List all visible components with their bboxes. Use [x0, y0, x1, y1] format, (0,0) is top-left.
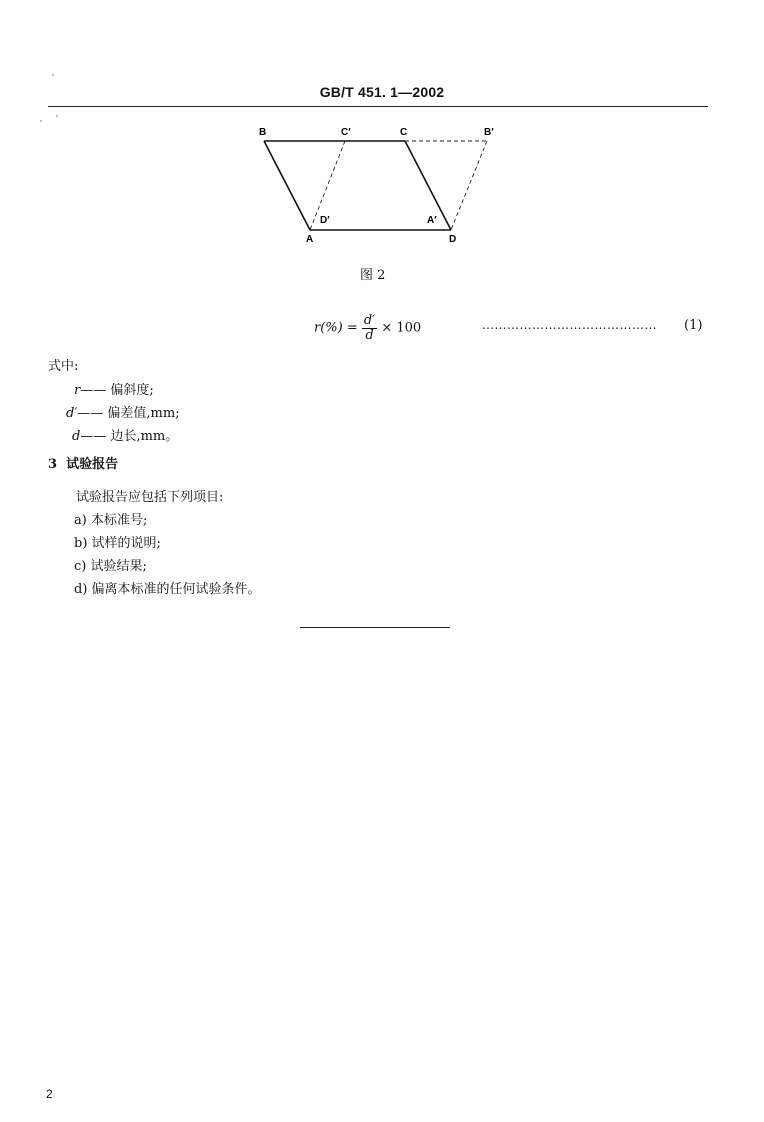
equation-number: (1): [684, 318, 703, 333]
label-c-prime: C′: [341, 127, 351, 138]
formula: [314, 314, 421, 342]
variable-desc: —— 边长,mm。: [80, 429, 179, 444]
variable-desc: —— 偏差值,mm;: [77, 406, 180, 421]
figure-caption: 图 2: [360, 268, 386, 283]
parallelogram-figure: [250, 120, 510, 260]
dashed-b-prime-d: [451, 141, 487, 230]
label-d: D: [449, 234, 457, 245]
list-item: b) 试样的说明;: [74, 536, 161, 551]
wherein-label: 式中:: [48, 359, 79, 374]
edge-b-a: [264, 141, 310, 230]
section-intro: 试验报告应包括下列项目:: [76, 490, 224, 505]
scan-speck: [56, 115, 58, 117]
label-a-prime: A′: [427, 215, 437, 226]
formula-fraction: [362, 314, 377, 342]
variable-d: [72, 425, 178, 444]
formula-leader: ……………………………………: [482, 318, 657, 332]
scan-speck: [52, 74, 54, 76]
formula-numerator: d′: [363, 313, 376, 328]
variable-symbol: r: [74, 383, 81, 398]
variable-r: [74, 379, 154, 398]
list-item: a) 本标准号;: [74, 513, 148, 528]
standard-number-header: GB/T 451. 1—2002: [319, 84, 445, 100]
formula-lhs: r(%) =: [314, 320, 358, 336]
scan-speck: [40, 120, 42, 122]
formula-denominator: d: [365, 327, 374, 343]
section-heading: 3 试验报告: [48, 457, 119, 472]
label-d-prime: D′: [320, 215, 330, 226]
label-b: B: [259, 127, 267, 138]
variable-symbol: d′: [66, 406, 78, 421]
page-number: 2: [46, 1087, 53, 1101]
formula-rhs: × 100: [381, 320, 422, 336]
variable-d-prime: [66, 402, 180, 421]
variable-symbol: d: [72, 429, 81, 444]
label-a: A: [306, 234, 314, 245]
variable-desc: —— 偏斜度;: [80, 383, 154, 398]
label-c: C: [400, 127, 408, 138]
end-rule: [300, 627, 450, 628]
list-item: c) 试验结果;: [74, 559, 147, 574]
header-rule: [48, 106, 708, 107]
list-item: d) 偏离本标准的任何试验条件。: [74, 582, 261, 597]
label-b-prime: B′: [484, 127, 494, 138]
